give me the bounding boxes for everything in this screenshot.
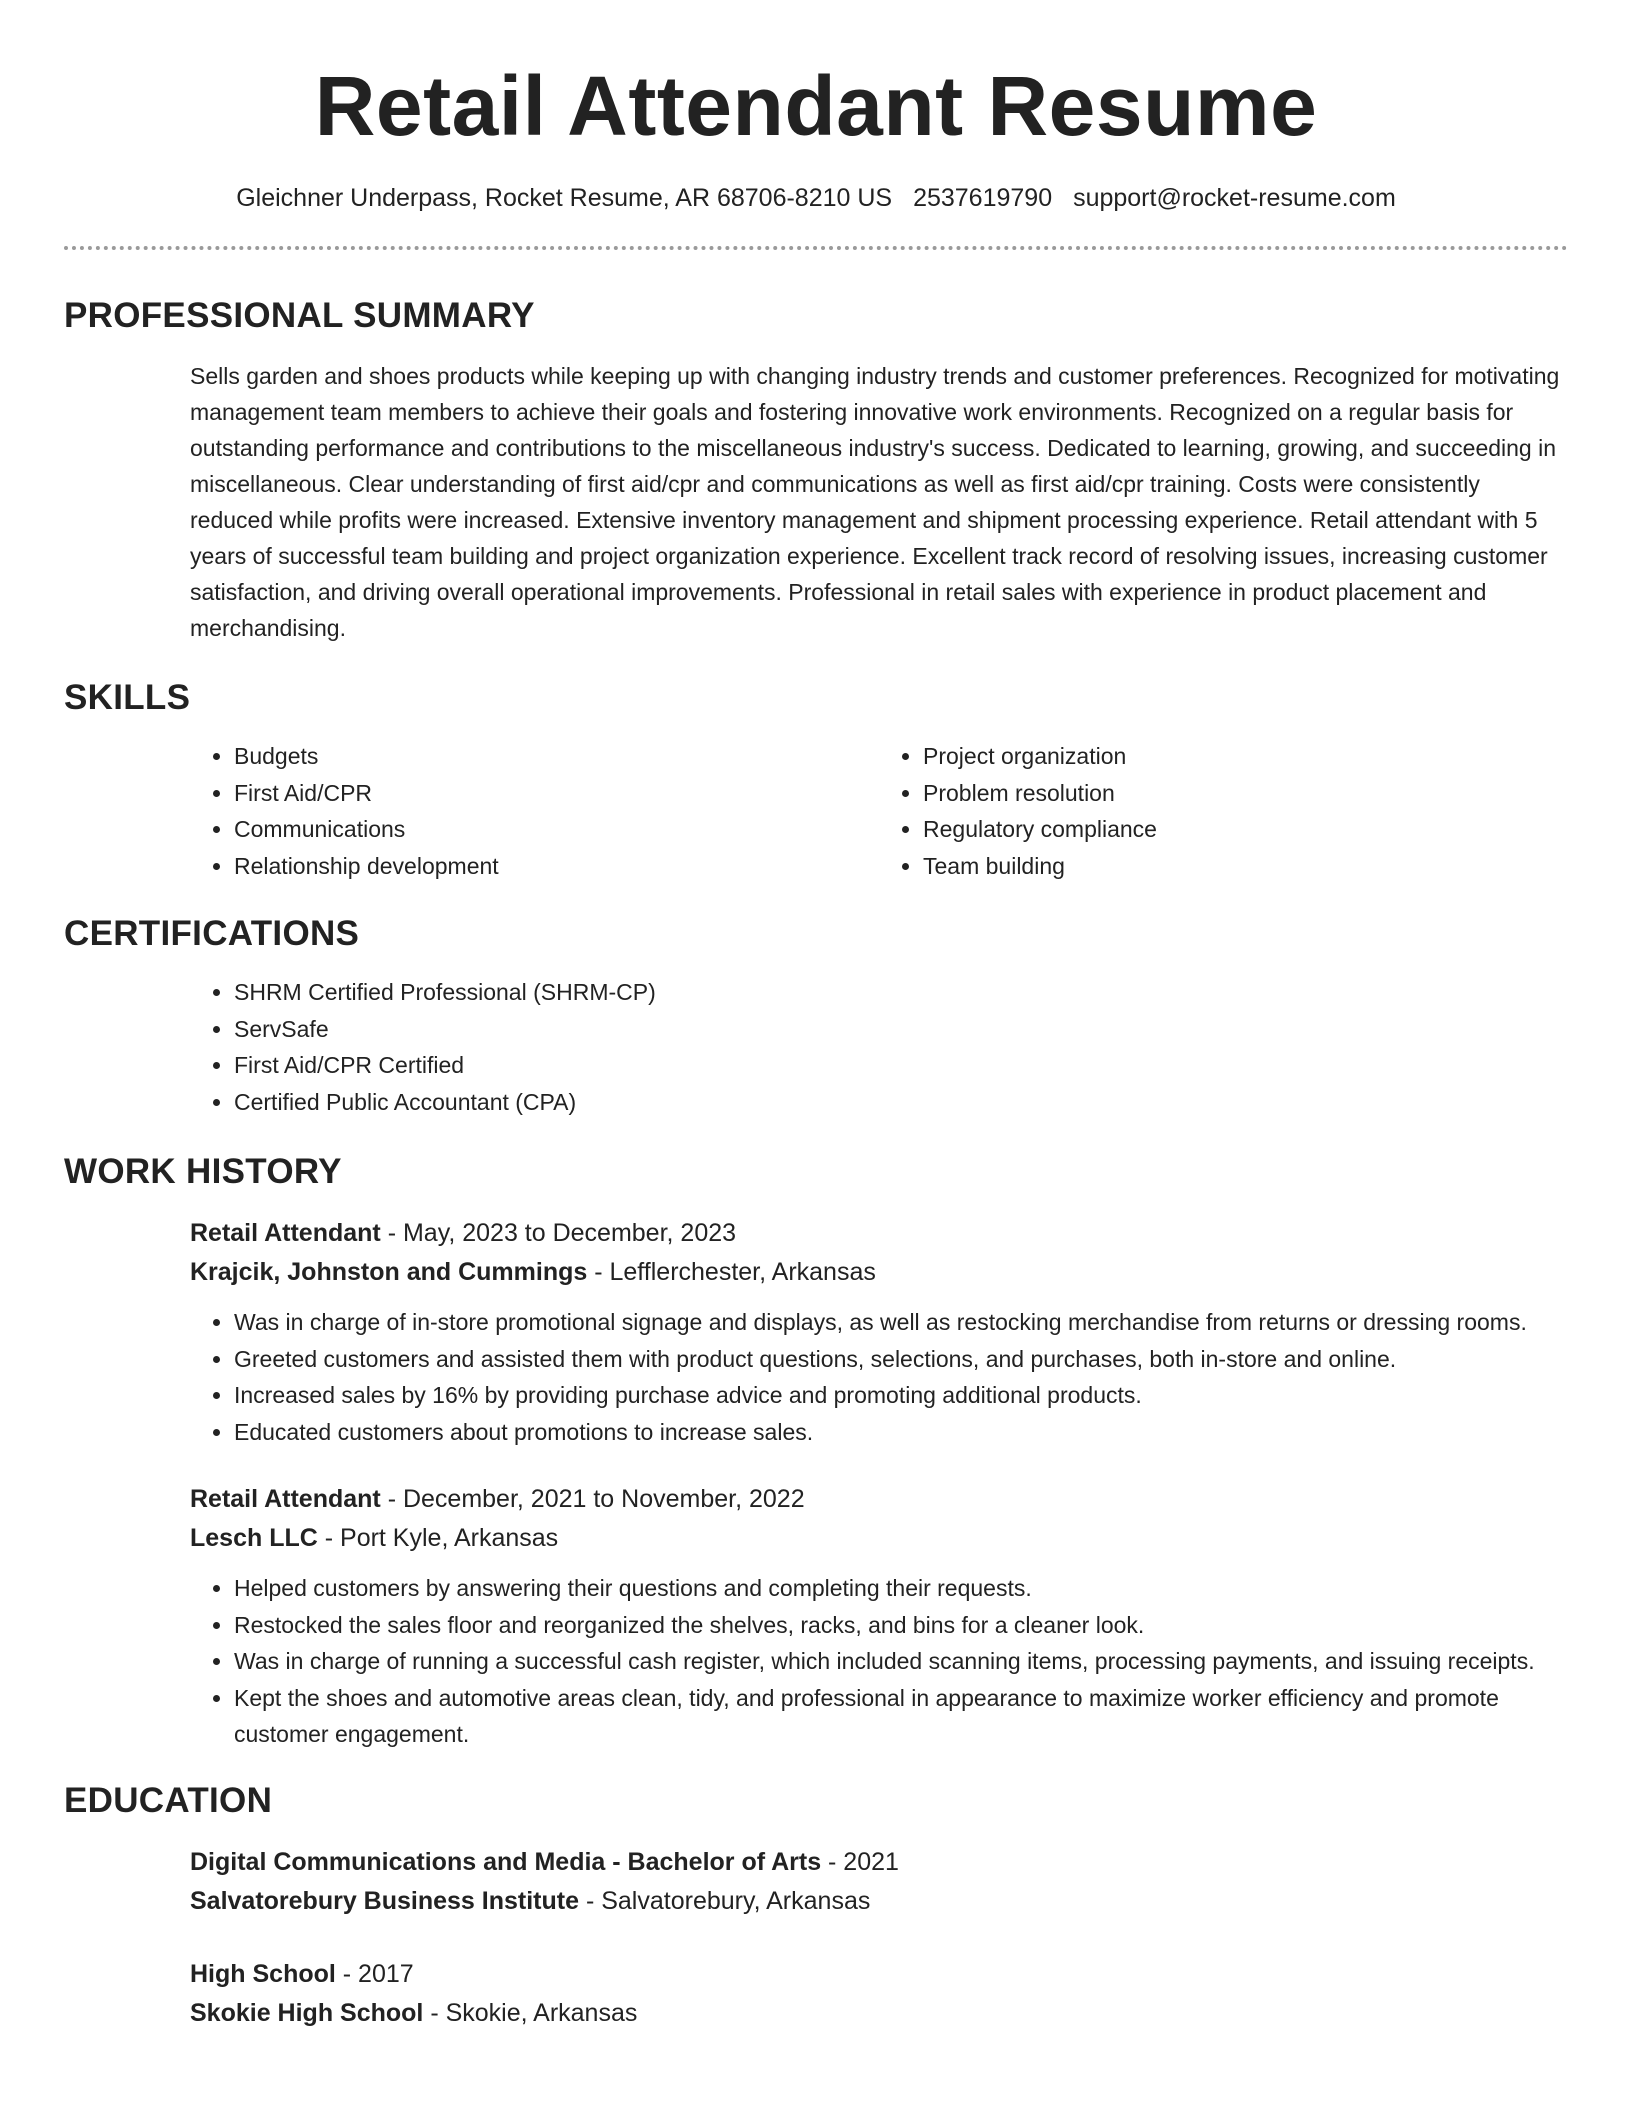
skills-section — [64, 678, 1568, 884]
work-history-heading: WORK HISTORY — [64, 1152, 342, 1191]
job-bullet: • Helped customers by answering their questions and completing their requests. — [234, 1570, 1568, 1607]
job-company: Lesch LLC — [190, 1524, 318, 1552]
skill-item: • First Aid/CPR — [234, 775, 879, 812]
email-text: support@rocket-resume.com — [1073, 184, 1396, 212]
job-dates: - December, 2021 to November, 2022 — [380, 1485, 805, 1513]
skill-item: • Budgets — [234, 738, 879, 775]
job-title-line — [190, 1214, 1568, 1253]
skills-heading: SKILLS — [64, 678, 191, 717]
certification-item: • First Aid/CPR Certified — [234, 1047, 1568, 1084]
job-location: - Lefflerchester, Arkansas — [587, 1258, 876, 1286]
skills-list-left — [190, 738, 879, 884]
job-company-line — [190, 1253, 1568, 1292]
phone-text: 2537619790 — [913, 184, 1053, 212]
degree-name: Digital Communications and Media - Bachelor of Arts — [190, 1847, 822, 1876]
skill-item: • Regulatory compliance — [923, 811, 1568, 848]
education-heading: EDUCATION — [64, 1780, 273, 1820]
job-bullet: • Kept the shoes and automotive areas clean, tidy, and professional in appearance to maximize worker efficiency and promote customer engagement. — [234, 1680, 1568, 1753]
certifications-section — [64, 914, 1568, 1120]
job-title: Retail Attendant — [190, 1485, 381, 1513]
degree-year: - 2017 — [335, 1959, 414, 1988]
summary-heading: PROFESSIONAL SUMMARY — [64, 296, 535, 335]
job-bullet: • Educated customers about promotions to increase sales. — [234, 1414, 1568, 1451]
school-location: - Skokie, Arkansas — [423, 1998, 638, 2027]
school-line — [190, 1882, 1568, 1921]
contact-line — [64, 182, 1568, 214]
education-entry — [190, 1843, 1568, 1921]
resume-title: Retail Attendant Resume — [314, 59, 1318, 153]
job-bullet: • Greeted customers and assisted them with product questions, selections, and purchases, both in-store and online. — [234, 1341, 1568, 1378]
job-title: Retail Attendant — [190, 1219, 381, 1247]
job-bullet: • Increased sales by 16% by providing purchase advice and promoting additional products. — [234, 1377, 1568, 1414]
summary-text: Sells garden and shoes products while keeping up with changing industry trends and customer preferences. Recognized for motivating management team members to achieve their goals and fostering innovative work environments. Recognized on a regular basis for outstanding performance and contributions to the miscellaneous industry's success. Dedicated to learning, growing, and succeeding in miscellaneous. Clear understanding of first aid/cpr and communications as well as first aid/cpr training. Costs were consistently reduced while profits were increased. Extensive inventory management and shipment processing experience. Retail attendant with 5 years of successful team building and project organization experience. Excellent track record of resolving issues, increasing customer satisfaction, and driving overall operational improvements. Professional in retail sales with experience in product placement and merchandising. — [190, 363, 1560, 641]
skill-item: • Team building — [923, 848, 1568, 885]
job-location: - Port Kyle, Arkansas — [317, 1524, 559, 1552]
skill-item: • Project organization — [923, 738, 1568, 775]
address-text: Gleichner Underpass, Rocket Resume, AR 68706-8210 US — [236, 184, 893, 212]
work-history-section — [64, 1152, 1568, 1753]
job-entry — [190, 1214, 1568, 1450]
job-entry — [190, 1480, 1568, 1753]
education-entry — [190, 1955, 1568, 2033]
job-bullet: • Was in charge of in-store promotional signage and displays, as well as restocking merchandise from returns or dressing rooms. — [234, 1304, 1568, 1341]
job-company: Krajcik, Johnston and Cummings — [190, 1258, 588, 1286]
skill-item: • Problem resolution — [923, 775, 1568, 812]
school-line — [190, 1994, 1568, 2033]
school-name: Salvatorebury Business Institute — [190, 1886, 580, 1915]
job-title-line — [190, 1480, 1568, 1519]
degree-name: High School — [190, 1959, 336, 1988]
certification-item: • Certified Public Accountant (CPA) — [234, 1084, 1568, 1121]
header-divider — [64, 246, 1568, 250]
skills-list-right — [879, 738, 1568, 884]
education-section — [64, 1781, 1568, 2033]
skill-item: • Relationship development — [234, 848, 879, 885]
certifications-list — [190, 974, 1568, 1120]
degree-line — [190, 1955, 1568, 1994]
job-bullets — [190, 1570, 1568, 1753]
job-company-line — [190, 1519, 1568, 1558]
summary-section — [64, 296, 1568, 646]
school-name: Skokie High School — [190, 1998, 424, 2027]
certification-item: • ServSafe — [234, 1011, 1568, 1048]
job-dates: - May, 2023 to December, 2023 — [380, 1219, 737, 1247]
skill-item: • Communications — [234, 811, 879, 848]
certification-item: • SHRM Certified Professional (SHRM-CP) — [234, 974, 1568, 1011]
job-bullet: • Was in charge of running a successful cash register, which included scanning items, processing payments, and issuing receipts. — [234, 1643, 1568, 1680]
certifications-heading: CERTIFICATIONS — [64, 914, 360, 953]
job-bullets — [190, 1304, 1568, 1450]
skills-grid — [190, 738, 1568, 884]
degree-line — [190, 1843, 1568, 1882]
job-bullet: • Restocked the sales floor and reorganized the shelves, racks, and bins for a cleaner look. — [234, 1607, 1568, 1644]
school-location: - Salvatorebury, Arkansas — [579, 1886, 871, 1915]
degree-year: - 2021 — [821, 1847, 899, 1876]
